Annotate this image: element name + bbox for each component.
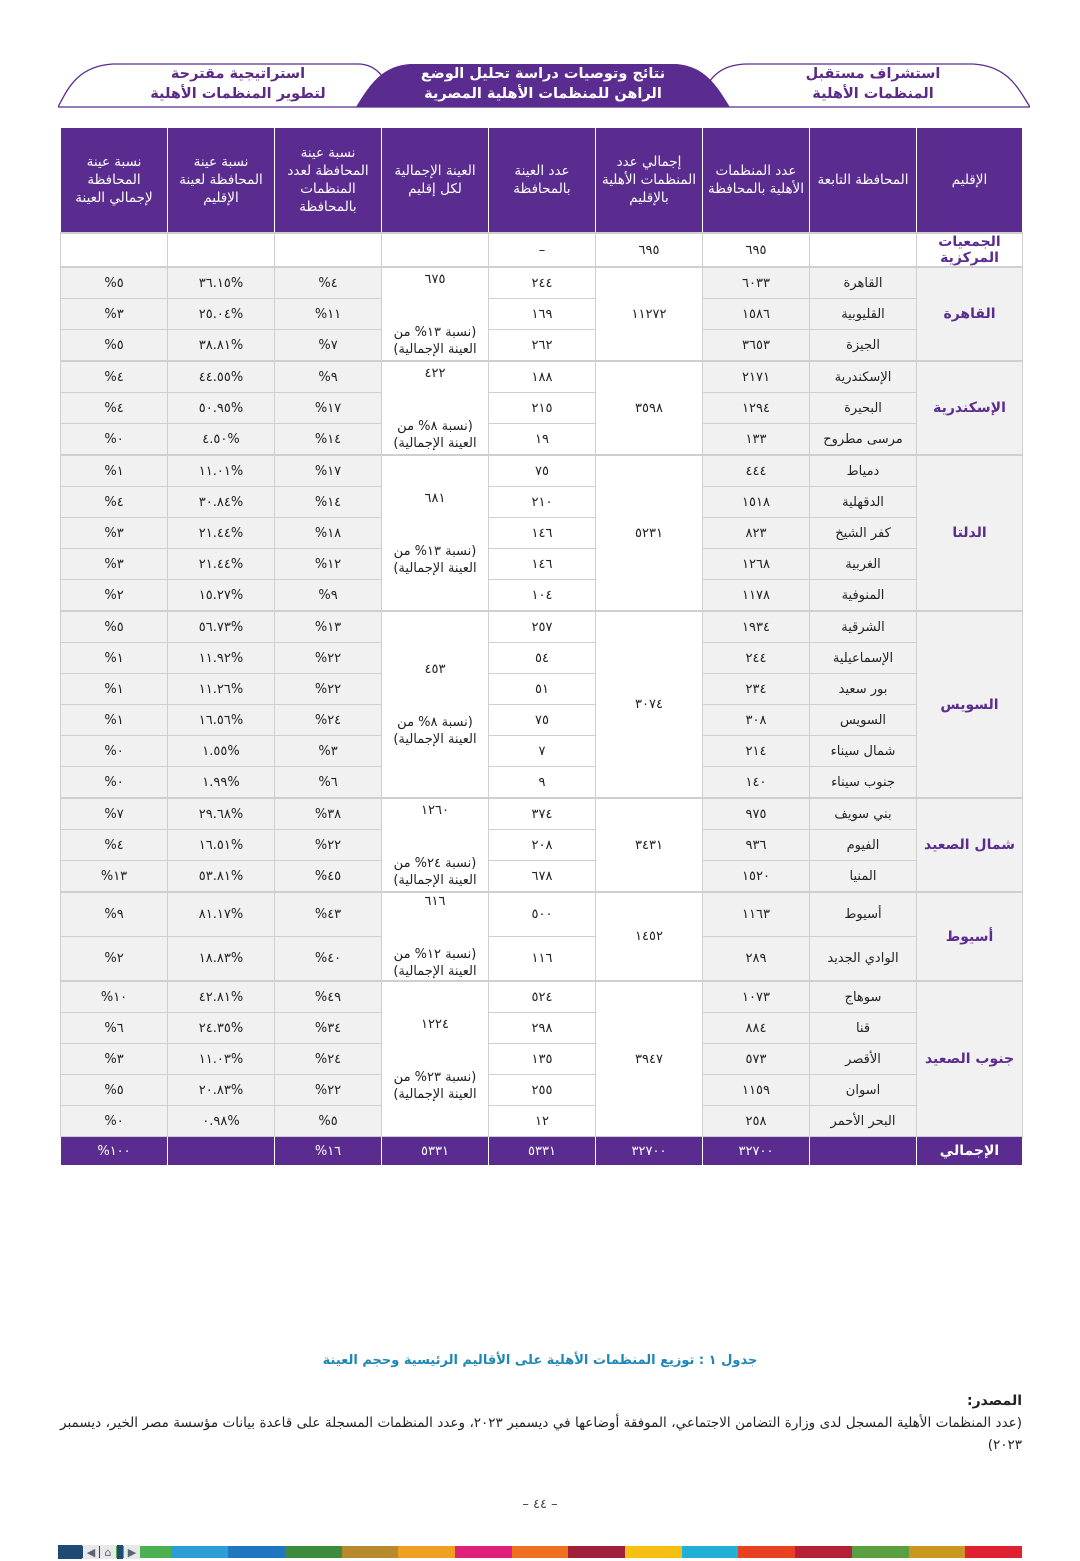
sample-cell: ٢٤٤ xyxy=(489,267,596,299)
tab-results-line2: الراهن للمنظمات الأهلية المصرية xyxy=(424,86,662,102)
pct-region-cell: %٥٣.٨١ xyxy=(168,861,275,893)
table-row xyxy=(61,299,1023,330)
governorate-cell: بني سويف xyxy=(810,798,917,830)
pct-region-cell: %٣٦.١٥ xyxy=(168,267,275,299)
governorate-cell: البحر الأحمر xyxy=(810,1106,917,1137)
pct-orgs-cell: ٤% xyxy=(275,267,382,299)
tab-strategy-line2: لتطوير المنظمات الأهلية xyxy=(150,86,326,102)
governorate-cell: شمال سيناء xyxy=(810,736,917,767)
region-total-cell: ١٤٥٢ xyxy=(596,892,703,981)
governorate-cell: مرسى مطروح xyxy=(810,424,917,456)
pct-orgs-cell: ٤٥% xyxy=(275,861,382,893)
pct-orgs-cell: ١٧% xyxy=(275,393,382,424)
region-sample-cell xyxy=(382,267,489,361)
governorate-cell: قنا xyxy=(810,1013,917,1044)
header-governorate: المحافظة التابعة xyxy=(810,128,917,234)
pct-total-cell: ٩% xyxy=(61,892,168,937)
pct-total-cell: ٠% xyxy=(61,767,168,799)
pct-region-cell: %١٥.٢٧ xyxy=(168,580,275,612)
sample-cell: ١٠٤ xyxy=(489,580,596,612)
orgs-cell: ١٩٣٤ xyxy=(703,611,810,643)
orgs-cell: ١٥١٨ xyxy=(703,487,810,518)
pct-orgs-cell: ٩% xyxy=(275,361,382,393)
orgs-cell: ٢٨٩ xyxy=(703,937,810,982)
header-sample-governorate: عدد العينة بالمحافظة xyxy=(489,128,596,234)
region-sample-cell xyxy=(382,892,489,981)
pct-total-cell: ٠% xyxy=(61,736,168,767)
pct-orgs-cell: ٩% xyxy=(275,580,382,612)
pct-region-cell: %٤٢.٨١ xyxy=(168,981,275,1013)
pct-total-cell: ٢% xyxy=(61,580,168,612)
pct-region-cell: %٨١.١٧ xyxy=(168,892,275,937)
pct-total-cell: ١٣% xyxy=(61,861,168,893)
pct-region-cell: %٤.٥٠ xyxy=(168,424,275,456)
pct-orgs-cell: ٢٢% xyxy=(275,674,382,705)
orgs-cell: ٨٨٤ xyxy=(703,1013,810,1044)
governorate-cell: الجيزة xyxy=(810,330,917,362)
pct-total-cell: ٤% xyxy=(61,487,168,518)
sample-cell: ٢٥٥ xyxy=(489,1075,596,1106)
pct-total-cell: ٥% xyxy=(61,611,168,643)
governorate-cell: البحيرة xyxy=(810,393,917,424)
pct-total-cell: ٣% xyxy=(61,518,168,549)
sample-cell: ٧ xyxy=(489,736,596,767)
sample-cell: ٥٤ xyxy=(489,643,596,674)
sample-cell: ١٢ xyxy=(489,1106,596,1137)
sample-cell: ١٣٥ xyxy=(489,1044,596,1075)
table-row xyxy=(61,892,1023,937)
pct-total-cell: ٣% xyxy=(61,1044,168,1075)
pct-total-cell: ٣% xyxy=(61,549,168,580)
table-row xyxy=(61,330,1023,362)
pct-region-cell: %٢٤.٣٥ xyxy=(168,1013,275,1044)
pct-region-cell: %٣٨.٨١ xyxy=(168,330,275,362)
pct-orgs-cell: ٣% xyxy=(275,736,382,767)
region-total-cell: ٣٩٤٧ xyxy=(596,981,703,1137)
region-total-cell: ١١٢٧٢ xyxy=(596,267,703,361)
sample-cell: ٩ xyxy=(489,767,596,799)
pct-total-cell: ٥% xyxy=(61,1075,168,1106)
sample-cell: ٧٥ xyxy=(489,455,596,487)
orgs-cell: ١٤٠ xyxy=(703,767,810,799)
orgs-cell: ٨٢٣ xyxy=(703,518,810,549)
pct-region-cell: %١٦.٥٦ xyxy=(168,705,275,736)
region-sample-value: ١٢٢٤ xyxy=(421,1016,449,1032)
pct-total-cell: ٥% xyxy=(61,330,168,362)
pct-orgs-cell: ٣٨% xyxy=(275,798,382,830)
pct-region-cell: %١١.٩٢ xyxy=(168,643,275,674)
prev-arrow-icon[interactable]: ◀ xyxy=(83,1545,99,1559)
orgs-cell: ٢٥٨ xyxy=(703,1106,810,1137)
pct-total-cell: ٥% xyxy=(61,267,168,299)
header-sample-region: العينة الإجمالية لكل إقليم xyxy=(382,128,489,234)
governorate-cell: السويس xyxy=(810,705,917,736)
pct-total-cell: ٦% xyxy=(61,1013,168,1044)
governorate-cell xyxy=(810,233,917,267)
sample-cell: ٧٥ xyxy=(489,705,596,736)
pct-region-cell: %٢٠.٨٣ xyxy=(168,1075,275,1106)
sample-cell: ٣٧٤ xyxy=(489,798,596,830)
sample-cell: ٥٢٤ xyxy=(489,981,596,1013)
region-total-cell: ٣٥٩٨ xyxy=(596,361,703,455)
tab-results-line1: نتائج وتوصيات دراسة تحليل الوضع xyxy=(420,66,666,82)
region-cell: السويس xyxy=(917,611,1023,798)
total-sample-cell: ٥٣٣١ xyxy=(489,1137,596,1166)
table-row xyxy=(61,767,1023,799)
table-row xyxy=(61,981,1023,1013)
pct-region-cell: %١.٩٩ xyxy=(168,767,275,799)
color-bar-segment xyxy=(171,1546,228,1558)
header-pct-region-sample: نسبة عينة المحافظة لعينة الإقليم xyxy=(168,128,275,234)
sample-cell: ٢٠٨ xyxy=(489,830,596,861)
pct-orgs-cell: ٦% xyxy=(275,767,382,799)
color-bar-segment xyxy=(909,1546,966,1558)
table-row xyxy=(61,705,1023,736)
table-row-total xyxy=(61,1137,1023,1166)
pct-orgs-cell: ١١% xyxy=(275,299,382,330)
pct-orgs-cell: ١٤% xyxy=(275,487,382,518)
region-sample-cell xyxy=(382,233,489,267)
governorate-cell: الفيوم xyxy=(810,830,917,861)
sample-cell: ١٦٩ xyxy=(489,299,596,330)
sample-cell: ١٤٦ xyxy=(489,549,596,580)
sample-cell: ٥١ xyxy=(489,674,596,705)
pct-region-cell: %٢٩.٦٨ xyxy=(168,798,275,830)
region-cell: الإسكندرية xyxy=(917,361,1023,455)
region-sample-note: (نسبة ١٣% من العينة الإجمالية) xyxy=(393,324,477,357)
region-sample-note: (نسبة ١٢% من العينة الإجمالية) xyxy=(393,947,477,979)
orgs-cell: ٥٧٣ xyxy=(703,1044,810,1075)
region-sample-cell xyxy=(382,361,489,455)
region-cell: الدلتا xyxy=(917,455,1023,611)
governorate-cell: الإسكندرية xyxy=(810,361,917,393)
table-row xyxy=(61,1106,1023,1137)
pct-total-cell: ٠% xyxy=(61,424,168,456)
orgs-cell: ٢١٤ xyxy=(703,736,810,767)
table-row xyxy=(61,1013,1023,1044)
orgs-cell: ٢٤٤ xyxy=(703,643,810,674)
header-pct-orgs: نسبة عينة المحافظة لعدد المنظمات بالمحافظة xyxy=(275,128,382,234)
tab-future-line2: المنظمات الأهلية xyxy=(812,86,934,102)
pct-total-cell: ٧% xyxy=(61,798,168,830)
table-row xyxy=(61,580,1023,612)
pct-orgs-cell: ١٨% xyxy=(275,518,382,549)
governorate-cell: المنوفية xyxy=(810,580,917,612)
header-orgs-region: إجمالي عدد المنظمات الأهلية بالإقليم xyxy=(596,128,703,234)
color-bar-segment xyxy=(398,1546,455,1558)
pct-total-cell: ١% xyxy=(61,674,168,705)
sample-cell: ٦٧٨ xyxy=(489,861,596,893)
home-icon[interactable]: ⌂ xyxy=(100,1545,116,1559)
region-total-cell: ٣٤٣١ xyxy=(596,798,703,892)
governorate-cell: القاهرة xyxy=(810,267,917,299)
pct-orgs-cell: ١٧% xyxy=(275,455,382,487)
region-sample-value: ٦٧٥ xyxy=(424,271,446,287)
pct-total-cell: ١% xyxy=(61,643,168,674)
pct-orgs-cell: ٢٤% xyxy=(275,705,382,736)
orgs-cell: ٩٣٦ xyxy=(703,830,810,861)
pct-region-cell: %٣٠.٨٤ xyxy=(168,487,275,518)
total-label-cell: الإجمالي xyxy=(917,1137,1023,1166)
pct-orgs-cell: ٢٢% xyxy=(275,1075,382,1106)
total-governorate-cell xyxy=(810,1137,917,1166)
color-bar-segment xyxy=(568,1546,625,1558)
total-pct-region-cell xyxy=(168,1137,275,1166)
governorate-cell: اسوان xyxy=(810,1075,917,1106)
table-row xyxy=(61,861,1023,893)
orgs-cell: ٢٣٤ xyxy=(703,674,810,705)
region-sample-note: (نسبة ٨% من العينة الإجمالية) xyxy=(393,715,477,747)
region-sample-note: (نسبة ٢٣% من العينة الإجمالية) xyxy=(393,1069,477,1102)
color-bar-segment xyxy=(285,1546,342,1558)
pct-total-cell: ١% xyxy=(61,705,168,736)
tab-results[interactable] xyxy=(388,64,698,104)
pct-orgs-cell xyxy=(275,233,382,267)
orgs-cell: ١١٦٣ xyxy=(703,892,810,937)
governorate-cell: الشرقية xyxy=(810,611,917,643)
region-cell: شمال الصعيد xyxy=(917,798,1023,892)
governorate-cell: الغربية xyxy=(810,549,917,580)
nav-divider xyxy=(117,1545,123,1559)
pct-region-cell xyxy=(168,233,275,267)
color-bar-segment xyxy=(512,1546,569,1558)
pct-total-cell: ١٠% xyxy=(61,981,168,1013)
sample-cell: ١٤٦ xyxy=(489,518,596,549)
pct-total-cell: ٣% xyxy=(61,299,168,330)
color-bar-segment xyxy=(455,1546,512,1558)
tab-future[interactable] xyxy=(738,64,1008,104)
color-bar-segment xyxy=(625,1546,682,1558)
sample-cell: ٢٦٢ xyxy=(489,330,596,362)
color-bar-segment xyxy=(228,1546,285,1558)
pct-total-cell: ٤% xyxy=(61,361,168,393)
sample-cell: ٥٠٠ xyxy=(489,892,596,937)
region-sample-cell xyxy=(382,798,489,892)
pct-total-cell: ٤% xyxy=(61,830,168,861)
pct-orgs-cell: ٤٩% xyxy=(275,981,382,1013)
pct-region-cell: %١١.٠٣ xyxy=(168,1044,275,1075)
governorate-cell: الدقهلية xyxy=(810,487,917,518)
governorate-cell: الأقصر xyxy=(810,1044,917,1075)
orgs-cell: ١٢٩٤ xyxy=(703,393,810,424)
orgs-cell: ١٥٢٠ xyxy=(703,861,810,893)
orgs-cell: ١٥٨٦ xyxy=(703,299,810,330)
table-row xyxy=(61,455,1023,487)
region-sample-value: ١٢٦٠ xyxy=(421,802,449,818)
region-sample-cell xyxy=(382,981,489,1137)
governorate-cell: الوادي الجديد xyxy=(810,937,917,982)
orgs-cell: ٩٧٥ xyxy=(703,798,810,830)
pct-total-cell: ١% xyxy=(61,455,168,487)
region-sample-value: ٦١٦ xyxy=(424,894,446,909)
pct-orgs-cell: ١٢% xyxy=(275,549,382,580)
table-row xyxy=(61,424,1023,456)
pct-region-cell: %٥٦.٧٣ xyxy=(168,611,275,643)
sample-cell: ٢١٠ xyxy=(489,487,596,518)
pct-orgs-cell: ٢٢% xyxy=(275,643,382,674)
table-row xyxy=(61,549,1023,580)
nav-block xyxy=(58,1545,82,1559)
header-tabs xyxy=(58,58,1030,110)
orgs-cell: ١١٧٨ xyxy=(703,580,810,612)
pct-region-cell: %١٦.٥١ xyxy=(168,830,275,861)
sample-cell: ٢٩٨ xyxy=(489,1013,596,1044)
orgs-cell: ٦٩٥ xyxy=(703,233,810,267)
region-sample-value: ٤٥٣ xyxy=(424,662,446,677)
total-region-sample-cell: ٥٣٣١ xyxy=(382,1137,489,1166)
region-sample-cell xyxy=(382,455,489,611)
pct-orgs-cell: ٣٤% xyxy=(275,1013,382,1044)
pct-total-cell: ٢% xyxy=(61,937,168,982)
region-sample-note: (نسبة ١٣% من العينة الإجمالية) xyxy=(393,543,477,576)
pct-total-cell: ٠% xyxy=(61,1106,168,1137)
source-body: (عدد المنظمات الأهلية المسجل لدى وزارة التضامن الاجتماعي، الموفقة أوضاعها في ديسمبر ٢٠٢٣، وعدد المنظمات المسجلة على قاعدة بيانات مؤسسة مصر الخير، ديسمبر ٢٠٢٣) xyxy=(60,1415,1022,1453)
governorate-cell: أسيوط xyxy=(810,892,917,937)
pct-orgs-cell: ٢٢% xyxy=(275,830,382,861)
table-caption: جدول ١ : توزيع المنظمات الأهلية على الأقاليم الرئيسية وحجم العينة xyxy=(322,1353,758,1368)
region-sample-note: (نسبة ٨% من العينة الإجمالية) xyxy=(393,418,477,451)
tab-strategy-line1: استراتيجية مقترحة xyxy=(170,66,306,82)
table-row xyxy=(61,1075,1023,1106)
pct-region-cell: %٢١.٤٤ xyxy=(168,549,275,580)
sample-cell: ١٨٨ xyxy=(489,361,596,393)
table-row xyxy=(61,674,1023,705)
color-bar xyxy=(58,1546,1022,1558)
table-row xyxy=(61,361,1023,393)
governorate-cell: المنيا xyxy=(810,861,917,893)
orgs-cell: ١٠٧٣ xyxy=(703,981,810,1013)
pct-total-cell: ٤% xyxy=(61,393,168,424)
governorate-cell: بور سعيد xyxy=(810,674,917,705)
region-total-cell: ٦٩٥ xyxy=(596,233,703,267)
table-row xyxy=(61,518,1023,549)
color-bar-segment xyxy=(738,1546,795,1558)
color-bar-segment xyxy=(795,1546,852,1558)
region-sample-note: (نسبة ٢٤% من العينة الإجمالية) xyxy=(393,855,477,888)
table-row xyxy=(61,736,1023,767)
total-pct-orgs-cell: ١٦% xyxy=(275,1137,382,1166)
region-cell: جنوب الصعيد xyxy=(917,981,1023,1137)
pct-region-cell: %٢١.٤٤ xyxy=(168,518,275,549)
region-total-cell: ٥٢٣١ xyxy=(596,455,703,611)
next-arrow-icon[interactable]: ▶ xyxy=(124,1545,140,1559)
governorate-cell: سوهاج xyxy=(810,981,917,1013)
color-bar-segment xyxy=(852,1546,909,1558)
pct-region-cell: %٠.٩٨ xyxy=(168,1106,275,1137)
pct-region-cell: %١.٥٥ xyxy=(168,736,275,767)
header-region: الإقليم xyxy=(917,128,1023,234)
pct-region-cell: %١١.٢٦ xyxy=(168,674,275,705)
tab-strategy[interactable] xyxy=(98,64,378,104)
pct-region-cell: %١٨.٨٣ xyxy=(168,937,275,982)
sample-cell: ٢٥٧ xyxy=(489,611,596,643)
governorate-cell: دمياط xyxy=(810,455,917,487)
region-cell: القاهرة xyxy=(917,267,1023,361)
distribution-table xyxy=(60,127,1023,1166)
region-cell: أسيوط xyxy=(917,892,1023,981)
table-row xyxy=(61,393,1023,424)
pct-orgs-cell: ٥% xyxy=(275,1106,382,1137)
orgs-cell: ٣٠٨ xyxy=(703,705,810,736)
pct-orgs-cell: ١٣% xyxy=(275,611,382,643)
tab-future-line1: استشراف مستقبل xyxy=(805,66,941,82)
table-row xyxy=(61,611,1023,643)
pct-region-cell: %٢٥.٠٤ xyxy=(168,299,275,330)
governorate-cell: القليوبية xyxy=(810,299,917,330)
color-bar-segment xyxy=(682,1546,739,1558)
governorate-cell: الإسماعيلية xyxy=(810,643,917,674)
governorate-cell: كفر الشيخ xyxy=(810,518,917,549)
total-pct-total-cell: ١٠٠% xyxy=(61,1137,168,1166)
orgs-cell: ١٣٣ xyxy=(703,424,810,456)
pct-region-cell: %٤٤.٥٥ xyxy=(168,361,275,393)
pct-total-cell xyxy=(61,233,168,267)
pct-orgs-cell: ١٤% xyxy=(275,424,382,456)
table-header-row xyxy=(61,128,1023,234)
pct-orgs-cell: ٤٣% xyxy=(275,892,382,937)
orgs-cell: ٣٦٥٣ xyxy=(703,330,810,362)
orgs-cell: ١٢٦٨ xyxy=(703,549,810,580)
total-orgs-cell: ٣٢٧٠٠ xyxy=(703,1137,810,1166)
pct-region-cell: %١١.٠١ xyxy=(168,455,275,487)
region-cell: الجمعيات المركزية xyxy=(917,233,1023,267)
footer-nav xyxy=(58,1543,141,1561)
pct-region-cell: %٥٠.٩٥ xyxy=(168,393,275,424)
color-bar-segment xyxy=(342,1546,399,1558)
sample-cell: ٢١٥ xyxy=(489,393,596,424)
orgs-cell: ٢١٧١ xyxy=(703,361,810,393)
page-number: – ٤٤ – xyxy=(522,1497,558,1512)
color-bar-segment xyxy=(965,1546,1022,1558)
table-row xyxy=(61,937,1023,982)
region-total-cell: ٣٠٧٤ xyxy=(596,611,703,798)
orgs-cell: ١١٥٩ xyxy=(703,1075,810,1106)
table-row xyxy=(61,643,1023,674)
orgs-cell: ٦٠٣٣ xyxy=(703,267,810,299)
region-sample-value: ٦٨١ xyxy=(424,490,446,506)
region-sample-cell xyxy=(382,611,489,798)
source-title: المصدر: xyxy=(967,1393,1022,1409)
pct-orgs-cell: ٢٤% xyxy=(275,1044,382,1075)
region-sample-value: ٤٢٢ xyxy=(424,365,446,381)
table-row xyxy=(61,798,1023,830)
header-pct-total-sample: نسبة عينة المحافظة لإجمالي العينة xyxy=(61,128,168,234)
pct-orgs-cell: ٤٠% xyxy=(275,937,382,982)
total-region-orgs-cell: ٣٢٧٠٠ xyxy=(596,1137,703,1166)
table-row xyxy=(61,267,1023,299)
governorate-cell: جنوب سيناء xyxy=(810,767,917,799)
orgs-cell: ٤٤٤ xyxy=(703,455,810,487)
table-row xyxy=(61,487,1023,518)
table-row xyxy=(61,1044,1023,1075)
table-row xyxy=(61,830,1023,861)
table-row-central xyxy=(61,233,1023,267)
sample-cell: ١٩ xyxy=(489,424,596,456)
sample-cell: – xyxy=(489,233,596,267)
pct-orgs-cell: ٧% xyxy=(275,330,382,362)
header-orgs-governorate: عدد المنظمات الأهلية بالمحافظة xyxy=(703,128,810,234)
sample-cell: ١١٦ xyxy=(489,937,596,982)
